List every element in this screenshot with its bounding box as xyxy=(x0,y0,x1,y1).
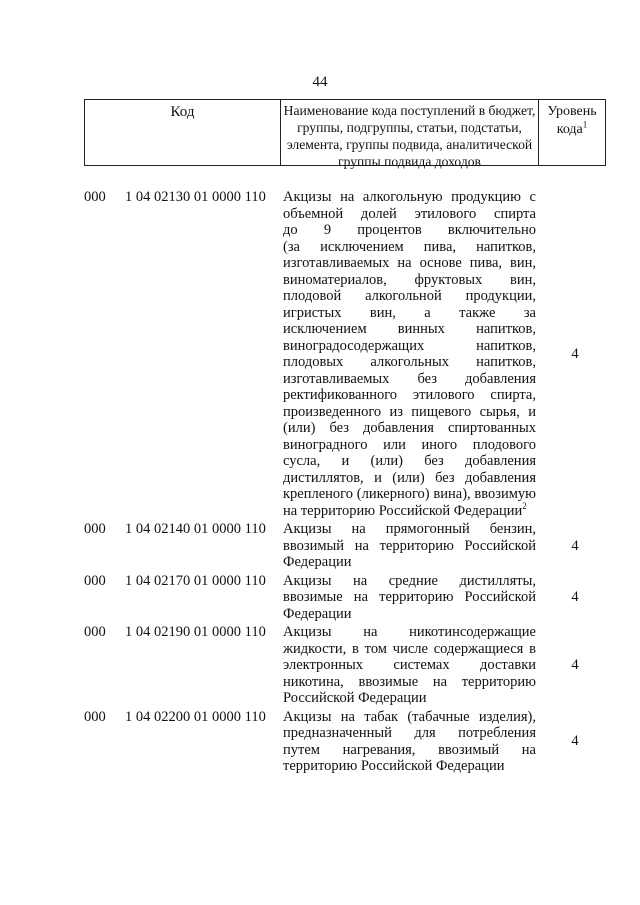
description-line: Акцизы на алкогольную продукцию с xyxy=(283,189,536,205)
income-code: 1 04 02140 01 0000 110 xyxy=(125,521,266,537)
description-line: (за исключением пива, напитков, xyxy=(283,238,536,255)
description-line: электронных системах доставки xyxy=(283,657,536,673)
income-code: 1 04 02200 01 0000 110 xyxy=(125,708,266,725)
header-name-cell: Наименование кода поступлений в бюджет, группы, подгруппы, статьи, подстатьи, элемента, группы подвида, аналитической группы подвида доходов xyxy=(281,100,539,165)
income-code: 1 04 02190 01 0000 110 xyxy=(125,624,266,640)
income-code: 1 04 02170 01 0000 110 xyxy=(125,572,266,589)
description-line: Федерации xyxy=(283,605,352,622)
description-line: Акцизы на средние дистилляты, xyxy=(283,572,536,589)
code-level: 4 xyxy=(571,537,579,554)
footnote-mark: 1 xyxy=(582,119,588,130)
income-code: 1 04 02130 01 0000 110 xyxy=(125,189,266,205)
header-level-label: Уровень кода xyxy=(547,104,597,137)
description-line: дистиллятов, и (или) без добавления xyxy=(283,469,536,486)
description-line: виноматериалов, фруктовых вин, xyxy=(283,271,536,288)
income-description xyxy=(283,573,536,623)
description-line: плодовой алкогольной продукции, xyxy=(283,288,536,304)
footnote-mark: 2 xyxy=(522,500,527,511)
admin-code: 000 xyxy=(84,708,106,725)
header-code-cell: Код xyxy=(85,100,281,165)
description-line: крепленого (ликерного) вина), ввозимую xyxy=(283,486,536,502)
code-level: 4 xyxy=(571,345,579,362)
description-line: игристых вин, а также за xyxy=(283,304,536,321)
income-description xyxy=(283,624,536,707)
code-level: 4 xyxy=(571,589,579,605)
description-line: Акцизы на табак (табачные изделия), xyxy=(283,708,536,725)
description-line: Акцизы на прямогонный бензин, xyxy=(283,521,536,537)
description-line: никотина, ввозимые на территорию xyxy=(283,673,536,690)
income-description xyxy=(283,189,536,519)
description-line: жидкости, в том числе содержащиеся в xyxy=(283,640,536,657)
description-line: изготавливаемых на основе пива, вин, xyxy=(283,255,536,271)
code-level: 4 xyxy=(571,657,579,673)
admin-code: 000 xyxy=(84,521,106,537)
admin-code: 000 xyxy=(84,624,106,640)
description-line: Российской Федерации xyxy=(283,690,427,706)
description-line: произведенного из пищевого сырья, и xyxy=(283,403,536,420)
admin-code: 000 xyxy=(84,189,106,205)
description-line: на территорию Российской Федерации$^2$ xyxy=(283,500,527,519)
description-line: предназначенный для потребления xyxy=(283,725,536,741)
description-line: (или) без добавления спиртованных xyxy=(283,420,536,436)
table-header xyxy=(84,99,606,169)
header-level-cell xyxy=(539,100,605,165)
description-line: Федерации xyxy=(283,554,352,570)
description-line: территорию Российской Федерации xyxy=(283,758,505,774)
code-level: 4 xyxy=(571,733,579,750)
income-description xyxy=(283,521,536,571)
description-line: до 9 процентов включительно xyxy=(283,222,536,238)
description-line: ввозимые на территорию Российской xyxy=(283,589,536,605)
description-line: Акцизы на никотинсодержащие xyxy=(283,624,536,640)
description-line: путем нагревания, ввозимый на xyxy=(283,741,536,758)
description-line: плодовых алкогольных напитков, xyxy=(283,354,536,370)
description-line: виноградного или иного плодового xyxy=(283,436,536,453)
description-line: ввозимый на территорию Российской xyxy=(283,537,536,554)
description-line: изготавливаемых без добавления xyxy=(283,370,536,387)
income-description xyxy=(283,709,536,775)
description-line: исключением винных напитков, xyxy=(283,321,536,337)
description-line: виноградосодержащих напитков, xyxy=(283,337,536,354)
page-number: 44 xyxy=(312,74,328,90)
admin-code: 000 xyxy=(84,572,106,589)
description-line: ректификованного этилового спирта, xyxy=(283,387,536,403)
description-line: сусла, и (или) без добавления xyxy=(283,453,536,469)
description-line: объемной долей этилового спирта xyxy=(283,205,536,222)
